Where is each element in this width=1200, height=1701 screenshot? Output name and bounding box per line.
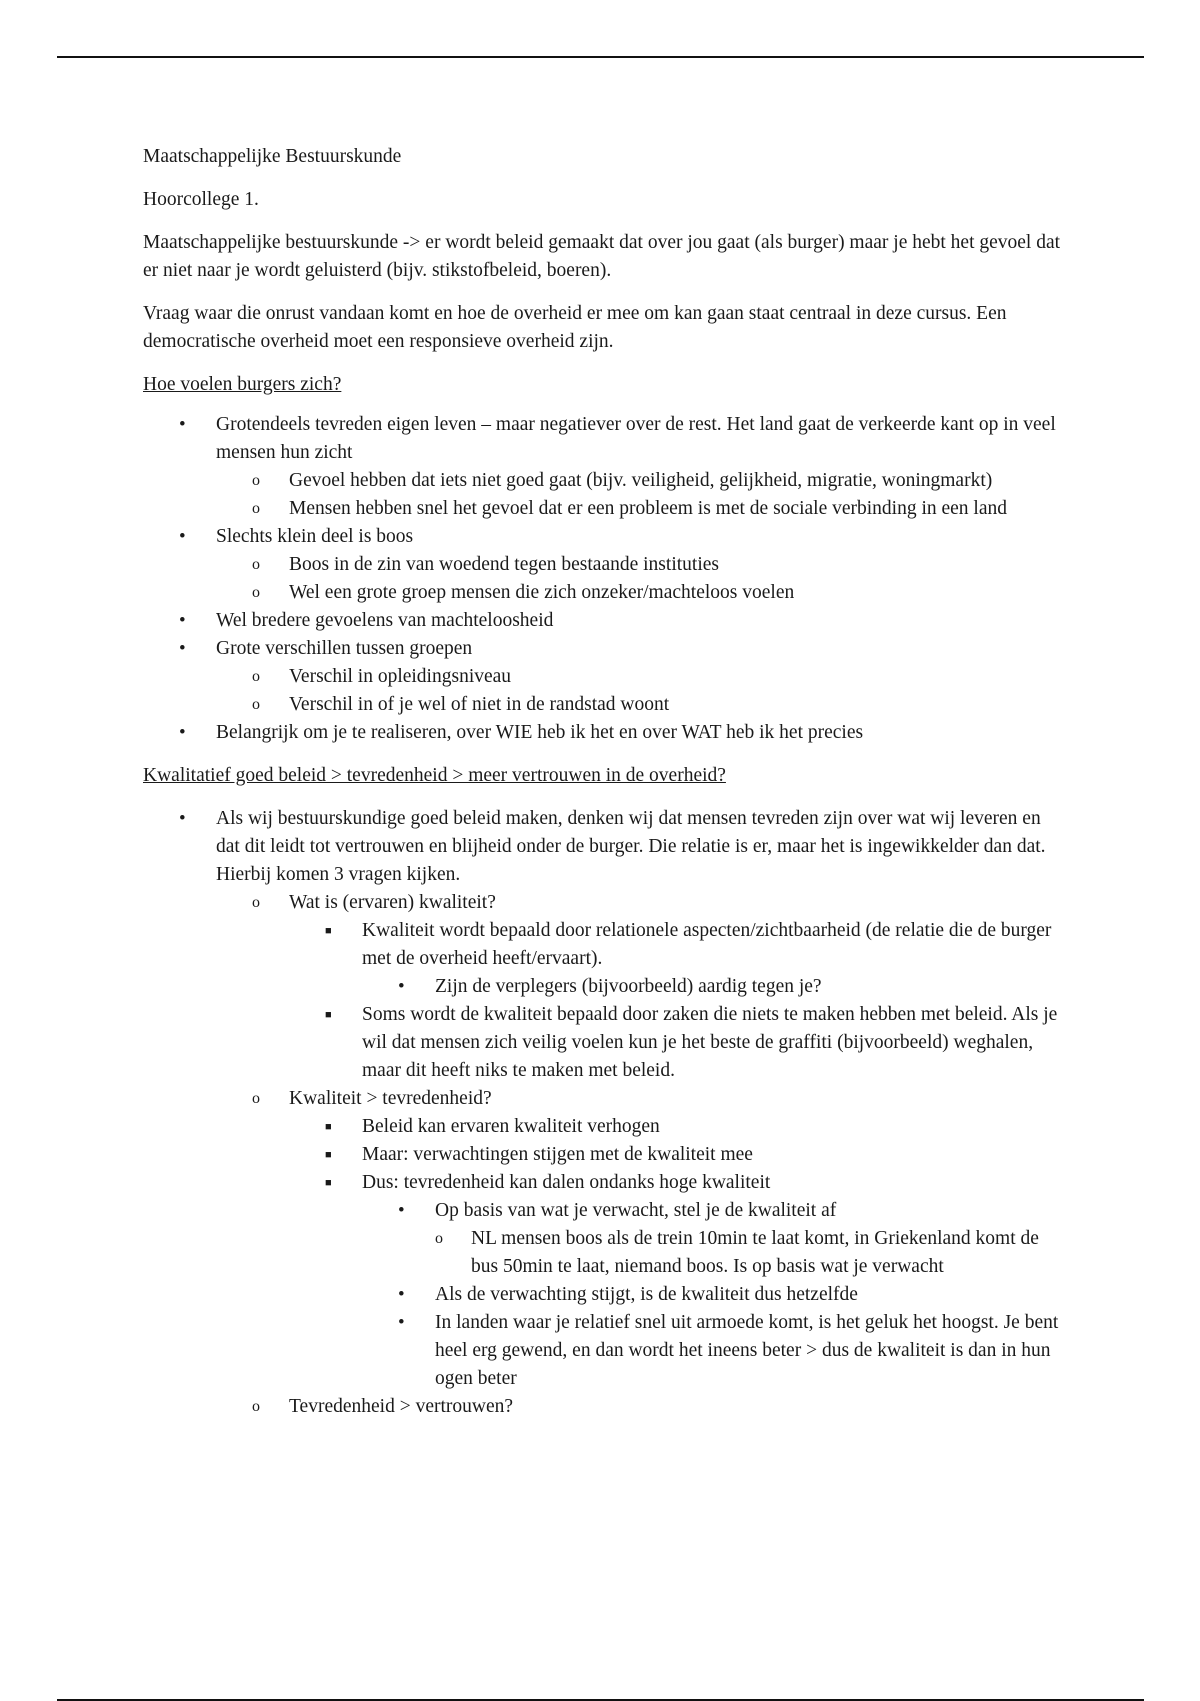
list-item: ■ Maar: verwachtingen stijgen met de kwaliteit mee <box>289 1141 1068 1169</box>
circle-bullet-icon: o <box>252 668 260 685</box>
bullet-icon: • <box>179 610 186 631</box>
document-title: Maatschappelijke Bestuurskunde <box>143 146 402 167</box>
circle-bullet-icon: o <box>252 1398 260 1415</box>
circle-bullet-icon: o <box>252 1090 260 1107</box>
list-item: o Wat is (ervaren) kwaliteit? ■ Kwaliteit wordt bepaald door relationele aspecten/zichtbaarheid (de relatie die de burger met de overheid heeft/ervaart). • Zijn de verplegers (bijvoorbeeld) aardig tegen je? ■ Soms wordt de kwaliteit bepaald door zaken die niets te maken hebben met beleid. Als je wil dat mensen zich veilig voelen kun je het beste de graffiti (bijvoorbeeld) weghalen, maar dit heeft niks te maken met beleid. <box>216 889 1068 1085</box>
intro-paragraph-1: Maatschappelijke bestuurskunde -> er wordt beleid gemaakt dat over jou gaat (als burger) maar je hebt het gevoel dat er niet naar je wordt geluisterd (bijv. stikstofbeleid, boeren). <box>143 232 1061 281</box>
circle-bullet-icon: o <box>435 1230 443 1247</box>
bullet-icon: • <box>398 1200 405 1221</box>
list-item: o NL mensen boos als de trein 10min te laat komt, in Griekenland komt de bus 50min te laat, niemand boos. Is op basis wat je verwacht <box>435 1225 1068 1281</box>
intro-paragraph-2: Vraag waar die onrust vandaan komt en hoe de overheid er mee om kan gaan staat centraal in deze cursus. Een democratische overheid moet een responsieve overheid zijn. <box>143 303 1007 352</box>
circle-bullet-icon: o <box>252 500 260 517</box>
list-item: • Als de verwachting stijgt, is de kwaliteit dus hetzelfde <box>362 1281 1068 1309</box>
section-heading-citizens: Hoe voelen burgers zich? <box>143 374 342 395</box>
square-bullet-icon: ■ <box>325 1009 332 1021</box>
list-item: • In landen waar je relatief snel uit armoede komt, is het geluk het hoogst. Je bent heel erg gewend, en dan wordt het ineens beter > dus de kwaliteit is dan in hun ogen beter <box>362 1309 1068 1393</box>
list-item: ■ Kwaliteit wordt bepaald door relationele aspecten/zichtbaarheid (de relatie die de burger met de overheid heeft/ervaart). • Zijn de verplegers (bijvoorbeeld) aardig tegen je? <box>289 917 1068 1001</box>
quality-list <box>143 805 1068 1421</box>
document-page <box>143 143 1068 1436</box>
circle-bullet-icon: o <box>252 894 260 911</box>
square-bullet-icon: ■ <box>325 1121 332 1133</box>
bullet-icon: • <box>398 1284 405 1305</box>
list-item: • Slechts klein deel is boos o Boos in de zin van woedend tegen bestaande instituties o Wel een grote groep mensen die zich onzeker/machteloos voelen <box>143 523 1068 607</box>
list-item: • Zijn de verplegers (bijvoorbeeld) aardig tegen je? <box>362 973 1068 1001</box>
list-item: o Verschil in opleidingsniveau <box>216 663 1068 691</box>
list-item: • Belangrijk om je te realiseren, over WIE heb ik het en over WAT heb ik het precies <box>143 719 1068 747</box>
circle-bullet-icon: o <box>252 696 260 713</box>
list-item: o Gevoel hebben dat iets niet goed gaat (bijv. veiligheid, gelijkheid, migratie, woningmarkt) <box>216 467 1068 495</box>
bullet-icon: • <box>179 414 186 435</box>
bullet-icon: • <box>179 526 186 547</box>
list-item: • Wel bredere gevoelens van machteloosheid <box>143 607 1068 635</box>
list-item: o Kwaliteit > tevredenheid? ■ Beleid kan ervaren kwaliteit verhogen ■ Maar: verwachtingen stijgen met de kwaliteit mee ■ Dus: tevredenheid kan dalen ondanks hoge kwaliteit • Op basis van wat je verwacht, stel je de kwaliteit af o NL mensen boos als de trein 10min te laat komt, in Griekenland komt de bus 50min te laat, niemand boos. Is op basis wat je verwacht • Als de verwachting stijgt, is de kwaliteit dus hetzelfde • In landen waar je relatief snel uit armoede komt, is het geluk het hoogst. Je bent heel erg gewend, en dan wordt het ineens beter > dus de kwaliteit is dan in hun ogen beter <box>216 1085 1068 1393</box>
citizens-list <box>143 411 1068 747</box>
square-bullet-icon: ■ <box>325 1149 332 1161</box>
list-item: o Boos in de zin van woedend tegen bestaande instituties <box>216 551 1068 579</box>
circle-bullet-icon: o <box>252 556 260 573</box>
bullet-icon: • <box>398 1312 405 1333</box>
list-item: • Op basis van wat je verwacht, stel je de kwaliteit af o NL mensen boos als de trein 10min te laat komt, in Griekenland komt de bus 50min te laat, niemand boos. Is op basis wat je verwacht <box>362 1197 1068 1281</box>
bullet-icon: • <box>179 808 186 829</box>
list-item: o Wel een grote groep mensen die zich onzeker/machteloos voelen <box>216 579 1068 607</box>
list-item: ■ Beleid kan ervaren kwaliteit verhogen <box>289 1113 1068 1141</box>
square-bullet-icon: ■ <box>325 1177 332 1189</box>
list-item: ■ Dus: tevredenheid kan dalen ondanks hoge kwaliteit • Op basis van wat je verwacht, stel je de kwaliteit af o NL mensen boos als de trein 10min te laat komt, in Griekenland komt de bus 50min te laat, niemand boos. Is op basis wat je verwacht • Als de verwachting stijgt, is de kwaliteit dus hetzelfde • In landen waar je relatief snel uit armoede komt, is het geluk het hoogst. Je bent heel erg gewend, en dan wordt het ineens beter > dus de kwaliteit is dan in hun ogen beter <box>289 1169 1068 1393</box>
list-item: o Tevredenheid > vertrouwen? <box>216 1393 1068 1421</box>
bullet-icon: • <box>179 638 186 659</box>
bullet-icon: • <box>179 722 186 743</box>
section-heading-quality: Kwalitatief goed beleid > tevredenheid > meer vertrouwen in de overheid? <box>143 765 726 786</box>
list-item: • Grotendeels tevreden eigen leven – maar negatiever over de rest. Het land gaat de verkeerde kant op in veel mensen hun zicht o Gevoel hebben dat iets niet goed gaat (bijv. veiligheid, gelijkheid, migratie, woningmarkt) o Mensen hebben snel het gevoel dat er een probleem is met de sociale verbinding in een land <box>143 411 1068 523</box>
list-item: o Verschil in of je wel of niet in de randstad woont <box>216 691 1068 719</box>
circle-bullet-icon: o <box>252 584 260 601</box>
list-item: • Als wij bestuurskundige goed beleid maken, denken wij dat mensen tevreden zijn over wat wij leveren en dat dit leidt tot vertrouwen en blijheid onder de burger. Die relatie is er, maar het is ingewikkelder dan dat. Hierbij komen 3 vragen kijken. o Wat is (ervaren) kwaliteit? ■ Kwaliteit wordt bepaald door relationele aspecten/zichtbaarheid (de relatie die de burger met de overheid heeft/ervaart). • Zijn de verplegers (bijvoorbeeld) aardig tegen je? ■ Soms wordt de kwaliteit bepaald door zaken die niets te maken hebben met beleid. Als je wil dat mensen zich veilig voelen kun je het beste de graffiti (bijvoorbeeld) weghalen, maar dit heeft niks te maken met beleid. o Kwaliteit > tevredenheid? ■ Beleid kan ervaren kwaliteit verhogen ■ Maar: verwachtingen stijgen met de kwaliteit mee ■ Dus: tevredenheid kan dalen ondanks hoge kwaliteit • Op basis van wat je verwacht, stel je de kwaliteit af o NL mensen boos als de trein 10min te laat komt, in Griekenland komt de bus 50min te laat, niemand boos. Is op basis wat je verwacht • Als de verwachting stijgt, is de kwaliteit dus hetzelfde • In landen waar je relatief snel uit armoede komt, is het geluk het hoogst. Je bent heel erg gewend, en dan wordt het ineens beter > dus de kwaliteit is dan in hun ogen beter o Tevredenheid > vertrouwen? <box>143 805 1068 1421</box>
list-item: ■ Soms wordt de kwaliteit bepaald door zaken die niets te maken hebben met beleid. Als je wil dat mensen zich veilig voelen kun je het beste de graffiti (bijvoorbeeld) weghalen, maar dit heeft niks te maken met beleid. <box>289 1001 1068 1085</box>
bullet-icon: • <box>398 976 405 997</box>
header-rule <box>57 56 1144 58</box>
lecture-label: Hoorcollege 1. <box>143 189 259 210</box>
list-item: • Grote verschillen tussen groepen o Verschil in opleidingsniveau o Verschil in of je wel of niet in de randstad woont <box>143 635 1068 719</box>
circle-bullet-icon: o <box>252 472 260 489</box>
square-bullet-icon: ■ <box>325 925 332 937</box>
list-item: o Mensen hebben snel het gevoel dat er een probleem is met de sociale verbinding in een land <box>216 495 1068 523</box>
